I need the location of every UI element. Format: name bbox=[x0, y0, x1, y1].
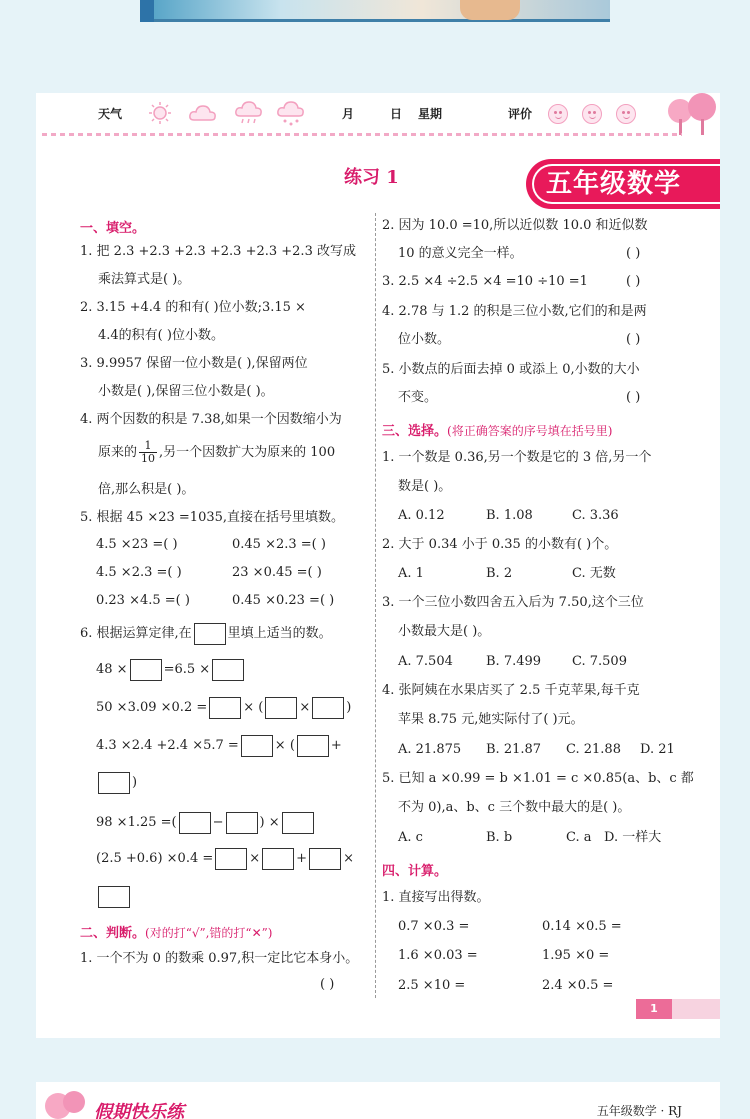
answer-box[interactable] bbox=[215, 848, 247, 870]
q5-row3-b: 0.45 ×0.23 =( ) bbox=[232, 593, 335, 608]
header-bar bbox=[36, 93, 720, 133]
choice-q4-option-d[interactable]: D. 21 bbox=[640, 742, 675, 757]
q2-line1: 2. 3.15 +4.4 的和有( )位小数;3.15 × bbox=[80, 300, 306, 315]
answer-box[interactable] bbox=[226, 812, 258, 834]
sun-icon bbox=[148, 101, 172, 125]
calc-item: 0.7 ×0.3 = bbox=[398, 919, 470, 934]
answer-box[interactable] bbox=[130, 659, 162, 681]
answer-box[interactable] bbox=[262, 848, 294, 870]
judge-heading-note: (对的打“√”,错的打“✕”) bbox=[145, 926, 273, 940]
answer-box[interactable] bbox=[212, 659, 244, 681]
choice-q3-option-a[interactable]: A. 7.504 bbox=[398, 654, 453, 669]
answer-box[interactable] bbox=[194, 623, 226, 645]
choice-q1-line1: 1. 一个数是 0.36,另一个数是它的 3 倍,另一个 bbox=[382, 450, 652, 465]
expr-text: 4.3 ×2.4 +2.4 ×5.7 = bbox=[96, 738, 239, 753]
judge-q4-line2: 位小数。 bbox=[398, 332, 451, 347]
choice-q5-line2: 不为 0),a、b、c 三个数中最大的是( )。 bbox=[398, 800, 631, 815]
column-divider bbox=[375, 213, 376, 998]
q3-line2: 小数是( ),保留三位小数是( )。 bbox=[98, 384, 274, 399]
judge-q3-line: 3. 2.5 ×4 ÷2.5 ×4 =10 ÷10 =1 bbox=[382, 274, 588, 289]
choice-q3-option-c[interactable]: C. 7.509 bbox=[572, 654, 627, 669]
judge-heading-title: 二、判断。 bbox=[80, 926, 146, 941]
judge-q4-paren[interactable]: ( ) bbox=[626, 332, 641, 347]
q1-line1: 1. 把 2.3 +2.3 +2.3 +2.3 +2.3 +2.3 改写成 bbox=[80, 244, 356, 259]
judge-q1-paren[interactable]: ( ) bbox=[320, 977, 335, 992]
day-label: 日 bbox=[390, 107, 403, 121]
calc-q1-line: 1. 直接写出得数。 bbox=[382, 890, 490, 905]
choice-q4-option-b[interactable]: B. 21.87 bbox=[486, 742, 542, 757]
q4-text-before: 原来的 bbox=[98, 445, 138, 460]
fraction-denominator: 10 bbox=[141, 452, 156, 465]
month-label: 月 bbox=[342, 107, 355, 121]
choice-q2-line: 2. 大于 0.34 小于 0.35 的小数有( )个。 bbox=[382, 537, 618, 552]
answer-box[interactable] bbox=[98, 886, 130, 908]
q5-row2-b: 23 ×0.45 =( ) bbox=[232, 565, 322, 580]
answer-box[interactable] bbox=[241, 735, 273, 757]
q3-line1: 3. 9.9957 保留一位小数是( ),保留两位 bbox=[80, 356, 308, 371]
choice-q5-option-b[interactable]: B. b bbox=[486, 830, 513, 845]
expr-text: × ( bbox=[243, 700, 264, 715]
choice-q2-option-c[interactable]: C. 无数 bbox=[572, 566, 616, 581]
calc-item: 2.4 ×0.5 = bbox=[542, 978, 614, 993]
section-choice-heading bbox=[382, 420, 612, 439]
expr-text: + bbox=[330, 738, 342, 753]
section-judge-heading bbox=[80, 922, 272, 941]
expr-text: ) bbox=[346, 700, 352, 715]
choice-q4-option-a[interactable]: A. 21.875 bbox=[398, 742, 462, 757]
judge-q5-line2: 不变。 bbox=[398, 390, 438, 405]
q5-row3-a: 0.23 ×4.5 =( ) bbox=[96, 593, 190, 608]
section-fill-blank-heading: 一、填空。 bbox=[80, 221, 146, 236]
judge-q2-line1: 2. 因为 10.0 =10,所以近似数 10.0 和近似数 bbox=[382, 218, 648, 233]
choice-heading-note: (将正确答案的序号填在括号里) bbox=[447, 424, 613, 438]
q5-row1-a: 4.5 ×23 =( ) bbox=[96, 537, 178, 552]
answer-box[interactable] bbox=[312, 697, 344, 719]
next-page-footer bbox=[36, 1082, 720, 1119]
expr-1 bbox=[96, 658, 246, 682]
snow-cloud-icon bbox=[276, 101, 306, 129]
calc-item: 1.6 ×0.03 = bbox=[398, 948, 478, 963]
expr-5 bbox=[96, 847, 354, 871]
subject-code: 五年级数学 · RJ bbox=[596, 1104, 682, 1118]
q5-row2-a: 4.5 ×2.3 =( ) bbox=[96, 565, 182, 580]
expr-3-cont bbox=[96, 771, 137, 795]
choice-q3-line1: 3. 一个三位小数四舍五入后为 7.50,这个三位 bbox=[382, 595, 644, 610]
choice-q4-line1: 4. 张阿姨在水果店买了 2.5 千克苹果,每千克 bbox=[382, 683, 640, 698]
choice-q3-line2: 小数最大是( )。 bbox=[398, 624, 491, 639]
pink-trees-decoration-icon bbox=[664, 93, 720, 137]
judge-q3-paren[interactable]: ( ) bbox=[626, 274, 641, 289]
calc-item: 0.14 ×0.5 = bbox=[542, 919, 622, 934]
choice-q1-line2: 数是( )。 bbox=[398, 479, 452, 494]
smiley-face-icon[interactable] bbox=[616, 104, 636, 124]
expr-text: × bbox=[299, 700, 311, 715]
q1-line2: 乘法算式是( )。 bbox=[98, 272, 191, 287]
workbook-page bbox=[36, 93, 720, 1038]
brand-title: 假期快乐练 bbox=[94, 1102, 184, 1119]
choice-q5-line1: 5. 已知 a ×0.99 = b ×1.01 = c ×0.85(a、b、c 都 bbox=[382, 771, 694, 786]
q6-text-before: 6. 根据运算定律,在 bbox=[80, 626, 192, 641]
expr-text: + bbox=[296, 851, 308, 866]
answer-box[interactable] bbox=[309, 848, 341, 870]
answer-box[interactable] bbox=[179, 812, 211, 834]
answer-box[interactable] bbox=[282, 812, 314, 834]
pink-tree-logo-icon bbox=[40, 1088, 90, 1119]
choice-q1-option-a[interactable]: A. 0.12 bbox=[398, 508, 445, 523]
judge-q2-paren[interactable]: ( ) bbox=[626, 246, 641, 261]
smiley-face-icon[interactable] bbox=[582, 104, 602, 124]
choice-q1-option-b[interactable]: B. 1.08 bbox=[486, 508, 533, 523]
q4-line3: 倍,那么积是( )。 bbox=[98, 482, 195, 497]
answer-box[interactable] bbox=[98, 772, 130, 794]
answer-box[interactable] bbox=[297, 735, 329, 757]
expr-text: × bbox=[249, 851, 261, 866]
expr-2 bbox=[96, 696, 351, 720]
expr-text: ) bbox=[132, 775, 138, 790]
fraction-one-tenth bbox=[139, 440, 157, 465]
q4-line1: 4. 两个因数的积是 7.38,如果一个因数缩小为 bbox=[80, 412, 342, 427]
weather-label: 天气 bbox=[98, 107, 123, 121]
judge-q1-line: 1. 一个不为 0 的数乘 0.97,积一定比它本身小。 bbox=[80, 951, 359, 966]
choice-q5-option-a[interactable]: A. c bbox=[398, 830, 423, 845]
judge-q5-paren[interactable]: ( ) bbox=[626, 390, 641, 405]
q5-line: 5. 根据 45 ×23 =1035,直接在括号里填数。 bbox=[80, 510, 345, 525]
page-number-bar bbox=[636, 999, 720, 1019]
answer-box[interactable] bbox=[265, 697, 297, 719]
judge-q2-line2: 10 的意义完全一样。 bbox=[398, 246, 523, 261]
choice-q5-option-c[interactable]: C. a bbox=[566, 830, 592, 845]
exercise-title: 练习 1 bbox=[344, 167, 399, 188]
expr-text: − bbox=[212, 815, 224, 830]
choice-heading-title: 三、选择。 bbox=[382, 424, 448, 439]
q2-line2: 4.4的积有( )位小数。 bbox=[98, 328, 224, 343]
expr-5-cont bbox=[96, 885, 132, 909]
expr-text: × bbox=[343, 851, 354, 866]
q6-text-after: 里填上适当的数。 bbox=[227, 626, 332, 641]
weekday-label: 星期 bbox=[418, 107, 443, 121]
choice-q3-option-b[interactable]: B. 7.499 bbox=[486, 654, 542, 669]
smiley-face-icon[interactable] bbox=[548, 104, 568, 124]
header-dashed-divider bbox=[42, 133, 682, 136]
expr-3 bbox=[96, 734, 342, 758]
cloud-icon bbox=[188, 101, 218, 125]
grade-subject-badge: 五年级数学 bbox=[526, 159, 720, 209]
rain-cloud-icon bbox=[234, 101, 264, 129]
judge-q5-line1: 5. 小数点的后面去掉 0 或添上 0,小数的大小 bbox=[382, 362, 640, 377]
calc-item: 2.5 ×10 = bbox=[398, 978, 466, 993]
cover-art-strip bbox=[140, 0, 610, 22]
choice-q4-option-c[interactable]: C. 21.88 bbox=[566, 742, 621, 757]
choice-q2-option-b[interactable]: B. 2 bbox=[486, 566, 513, 581]
rating-label: 评价 bbox=[508, 107, 533, 121]
choice-q2-option-a[interactable]: A. 1 bbox=[398, 566, 424, 581]
expr-4 bbox=[96, 811, 316, 835]
expr-text: 50 ×3.09 ×0.2 = bbox=[96, 700, 208, 715]
q4-text-after: ,另一个因数扩大为原来的 100 bbox=[159, 445, 336, 460]
choice-q4-line2: 苹果 8.75 元,她实际付了( )元。 bbox=[398, 712, 584, 727]
q5-row1-b: 0.45 ×2.3 =( ) bbox=[232, 537, 326, 552]
expr-text: (2.5 +0.6) ×0.4 = bbox=[96, 851, 214, 866]
fraction-numerator: 1 bbox=[139, 440, 157, 453]
section-calc-heading: 四、计算。 bbox=[382, 864, 448, 879]
expr-text: 98 ×1.25 =( bbox=[96, 815, 177, 830]
expr-text: × ( bbox=[274, 738, 295, 753]
q6-line bbox=[80, 622, 332, 646]
choice-q5-option-d[interactable]: D. 一样大 bbox=[604, 830, 662, 845]
page-number: 1 bbox=[636, 999, 672, 1019]
expr-text: 48 × bbox=[96, 662, 128, 677]
judge-q4-line1: 4. 2.78 与 1.2 的积是三位小数,它们的和是两 bbox=[382, 304, 647, 319]
expr-text: =6.5 × bbox=[163, 662, 211, 677]
choice-q1-option-c[interactable]: C. 3.36 bbox=[572, 508, 619, 523]
q4-line2 bbox=[98, 439, 335, 467]
answer-box[interactable] bbox=[209, 697, 241, 719]
expr-text: ) × bbox=[259, 815, 280, 830]
calc-item: 1.95 ×0 = bbox=[542, 948, 610, 963]
